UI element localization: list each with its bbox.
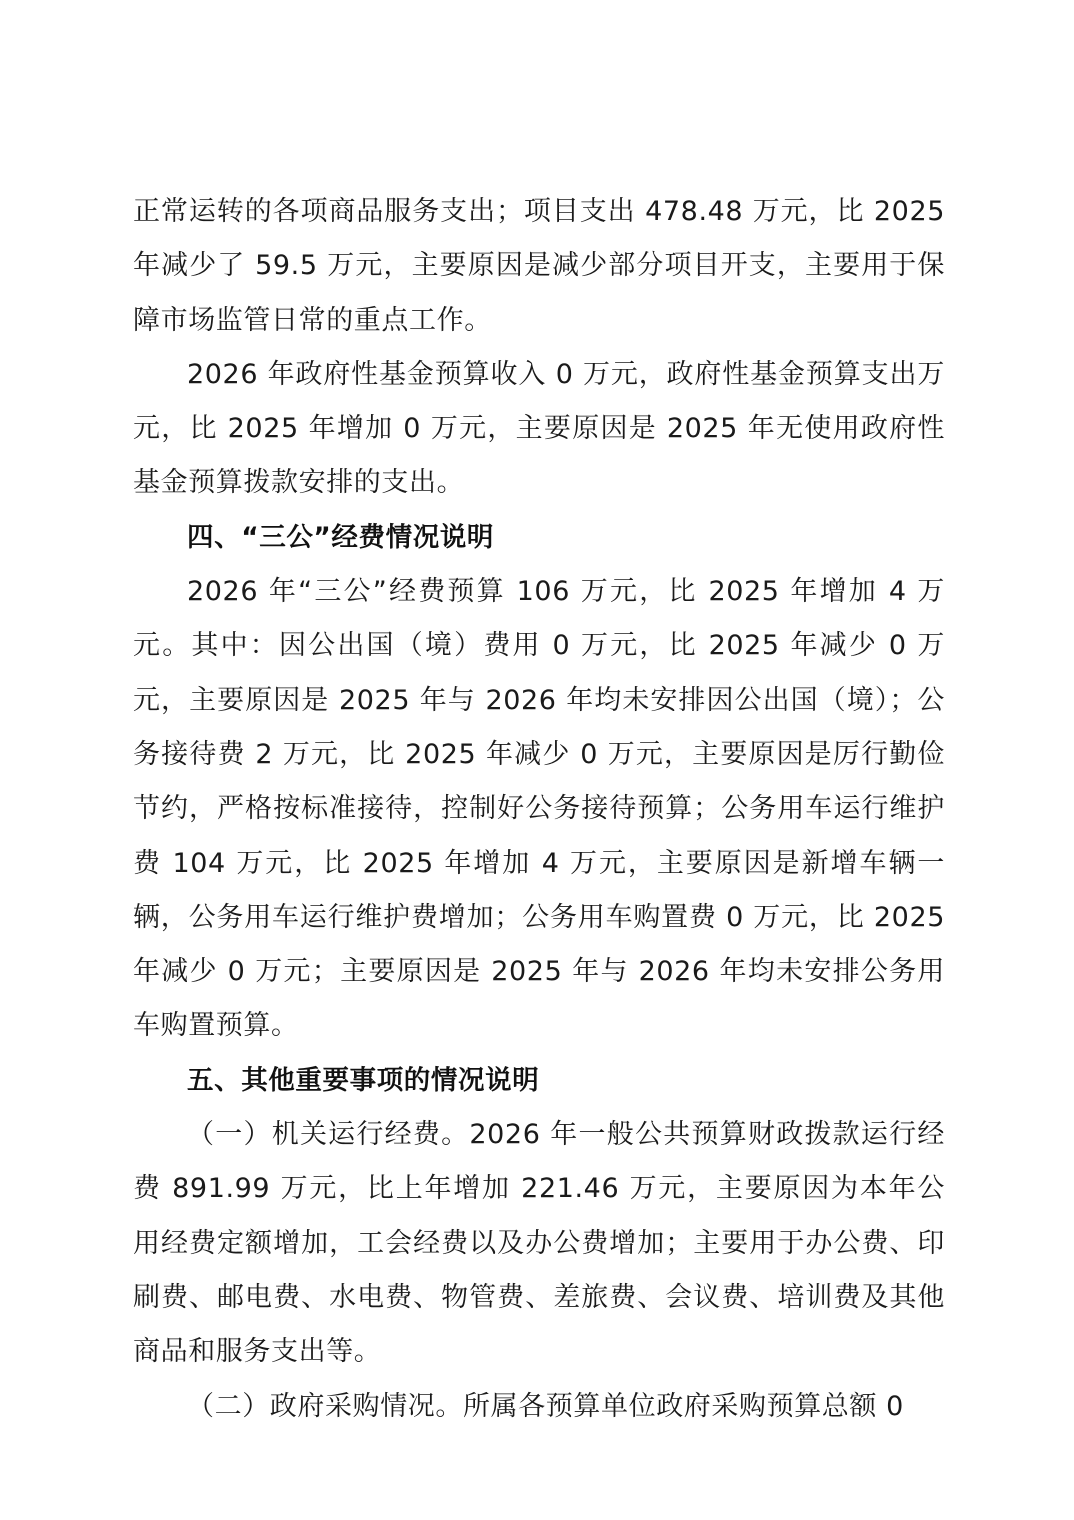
paragraph-agency-operating-expenses: （一）机关运行经费。2026 年一般公共预算财政拨款运行经费 891.99 万元，比上年增加 221.46 万元，主要原因为本年公用经费定额增加，工会经费以及办公费增加；主要用于办公费、印刷费、邮电费、水电费、物管费、差旅费、会议费、培训费及其他商品和服务支出等。 <box>133 1119 945 1368</box>
heading-three-public-expenses: 四、“三公”经费情况说明 <box>187 521 495 553</box>
paragraph-government-procurement: （二）政府采购情况。所属各预算单位政府采购预算总额 0 <box>187 1390 904 1422</box>
document-body <box>133 185 945 1434</box>
paragraph-government-fund-budget: 2026 年政府性基金预算收入 0 万元，政府性基金预算支出万元，比 2025 年增加 0 万元，主要原因是 2025 年无使用政府性基金预算拨款安排的支出。 <box>133 358 945 499</box>
heading-other-important-matters: 五、其他重要事项的情况说明 <box>187 1064 540 1096</box>
paragraph-three-public-expenses: 2026 年“三公”经费预算 106 万元，比 2025 年增加 4 万元。其中：因公出国（境）费用 0 万元，比 2025 年减少 0 万元，主要原因是 2025 年与 2026 年均未安排因公出国（境）；公务接待费 2 万元，比 2025 年减少 0 万元，主要原因是厉行勤俭节约，严格按标准接待，控制好公务接待预算；公务用车运行维护费 104 万元，比 2025 年增加 4 万元，主要原因是新增车辆一辆，公务用车运行维护费增加；公务用车购置费 0 万元，比 2025 年减少 0 万元；主要原因是 2025 年与 2026 年均未安排公务用车购置预算。 <box>133 576 945 1042</box>
paragraph-project-expenditure: 正常运转的各项商品服务支出；项目支出 478.48 万元，比 2025 年减少了 59.5 万元，主要原因是减少部分项目开支，主要用于保障市场监管日常的重点工作。 <box>133 196 945 336</box>
